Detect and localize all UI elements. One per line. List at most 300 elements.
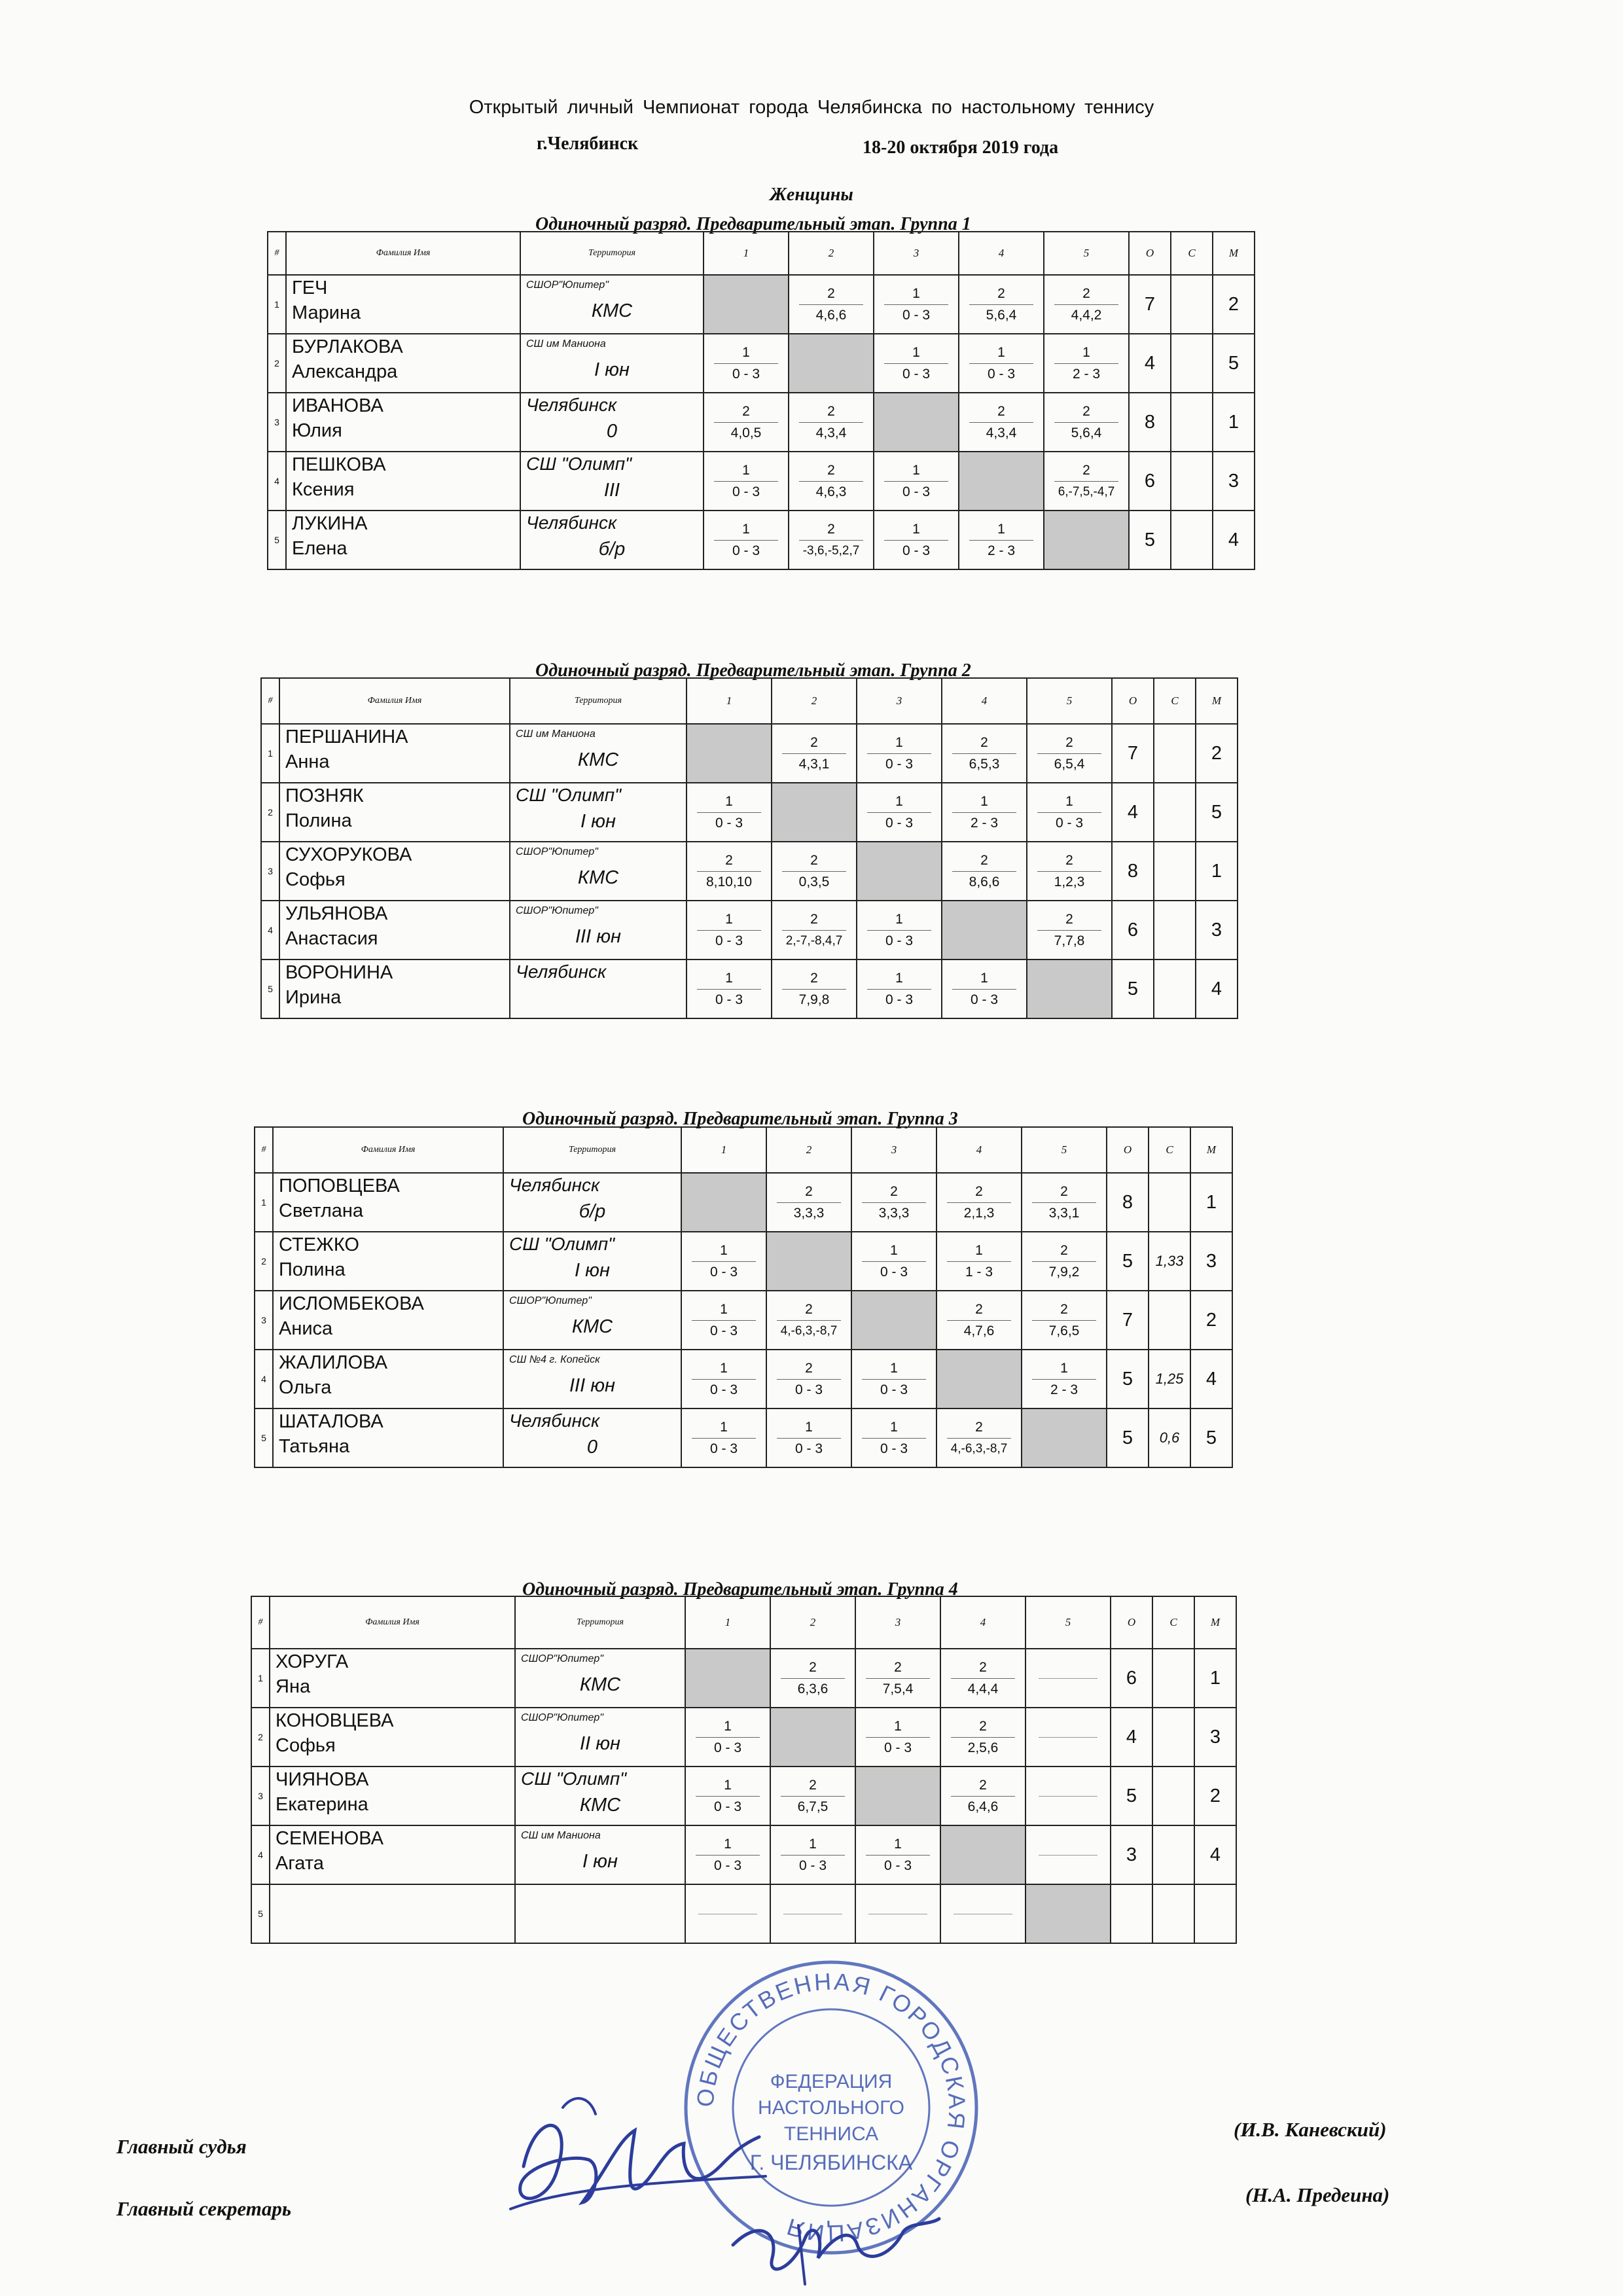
match-score-cell — [772, 724, 857, 783]
sport-rank: б/р — [598, 539, 626, 560]
score-divider — [947, 1320, 1010, 1321]
game-scores: 0 - 3 — [902, 543, 931, 558]
col-opponent-header: 1 — [681, 1127, 766, 1173]
score-divider — [947, 1438, 1010, 1439]
match-score-cell — [1027, 724, 1112, 783]
match-points: 2 — [809, 1659, 817, 1675]
player-name-cell — [270, 1649, 515, 1708]
match-score-cell — [851, 1408, 936, 1467]
club-name: Челябинск — [516, 961, 607, 982]
match-points: 1 — [980, 793, 988, 809]
total-points: 4 — [1129, 334, 1171, 393]
place: 4 — [1190, 1350, 1232, 1408]
total-points: 3 — [1111, 1825, 1152, 1884]
match-score-cell — [789, 452, 874, 511]
game-scores: 0 - 3 — [987, 366, 1016, 382]
score-divider — [1054, 481, 1118, 482]
game-scores: 0 - 3 — [885, 933, 914, 948]
player-name-cell — [270, 1767, 515, 1825]
game-scores: 3,3,3 — [793, 1205, 825, 1221]
match-points: 2 — [827, 403, 835, 419]
game-scores: 0 - 3 — [880, 1441, 908, 1456]
coefficient: 1,25 — [1149, 1350, 1190, 1408]
match-points: 1 — [725, 911, 733, 927]
score-divider — [692, 1379, 755, 1380]
score-divider — [952, 812, 1016, 813]
game-scores: 7,9,8 — [798, 992, 830, 1007]
match-points: 1 — [895, 911, 903, 927]
group-table — [251, 1596, 1237, 1944]
place: 2 — [1190, 1291, 1232, 1350]
total-points: 7 — [1112, 724, 1154, 783]
player-row — [251, 1767, 1236, 1825]
match-points: 1 — [1065, 793, 1073, 809]
match-score-cell — [704, 334, 789, 393]
col-name-header: Фамилия Имя — [279, 678, 510, 724]
player-row — [251, 1825, 1236, 1884]
player-surname: ПЕШКОВА — [292, 454, 386, 475]
match-points: 1 — [724, 1718, 732, 1734]
match-points: 2 — [980, 852, 988, 868]
col-coef-header: С — [1152, 1596, 1194, 1649]
player-first-name: Полина — [279, 1259, 346, 1280]
game-scores: 7,5,4 — [882, 1681, 914, 1696]
game-scores: 0 - 3 — [709, 1441, 738, 1456]
game-scores: 6,5,3 — [969, 756, 1000, 772]
row-number: 4 — [268, 452, 286, 511]
score-divider — [866, 1737, 929, 1738]
place: 3 — [1194, 1708, 1236, 1767]
game-scores: 4,3,1 — [798, 756, 830, 772]
group-table — [260, 677, 1238, 1019]
player-first-name: Елена — [292, 538, 348, 559]
club-name: СШ им Маниона — [521, 1830, 601, 1841]
place: 1 — [1196, 842, 1238, 901]
match-score-cell — [942, 960, 1027, 1018]
game-scores: 8,10,10 — [705, 874, 753, 889]
match-points: 1 — [890, 1419, 898, 1435]
score-divider — [799, 540, 863, 541]
self-match-cell — [772, 783, 857, 842]
self-match-cell — [770, 1708, 855, 1767]
match-points: 2 — [975, 1183, 983, 1199]
player-surname: ВОРОНИНА — [285, 962, 393, 983]
coefficient — [1171, 334, 1213, 393]
svg-text:Г. ЧЕЛЯБИНСКА: Г. ЧЕЛЯБИНСКА — [749, 2151, 913, 2174]
row-number: 5 — [268, 511, 286, 569]
game-scores: 0 - 3 — [883, 1857, 912, 1873]
club-name: СШ "Олимп" — [516, 785, 622, 805]
match-points: 1 — [895, 734, 903, 750]
match-score-cell — [936, 1408, 1022, 1467]
match-score-cell — [770, 1825, 855, 1884]
coefficient — [1154, 783, 1196, 842]
territory-cell — [515, 1884, 685, 1943]
game-scores: 6,5,4 — [1054, 756, 1085, 772]
match-score-cell — [770, 1649, 855, 1708]
territory-cell — [510, 842, 687, 901]
col-opponent-header: 5 — [1044, 232, 1129, 275]
match-points: 2 — [997, 403, 1005, 419]
self-match-cell — [704, 275, 789, 334]
score-divider — [951, 1678, 1014, 1679]
sport-rank: 0 — [606, 421, 618, 442]
empty-score-cell — [1026, 1825, 1111, 1884]
score-divider — [969, 422, 1033, 423]
match-score-cell — [1022, 1232, 1107, 1291]
coefficient — [1154, 960, 1196, 1018]
svg-text:ОБЩЕСТВЕННАЯ ГОРОДСКАЯ ОРГАНИЗ: ОБЩЕСТВЕННАЯ ГОРОДСКАЯ ОРГАНИЗАЦИЯ — [691, 1967, 971, 2248]
match-score-cell — [940, 1708, 1026, 1767]
match-score-cell — [681, 1408, 766, 1467]
coefficient — [1171, 275, 1213, 334]
club-name: СШ "Олимп" — [509, 1234, 615, 1254]
match-points: 2 — [810, 911, 818, 927]
territory-cell — [503, 1232, 681, 1291]
score-divider — [782, 989, 846, 990]
match-points: 1 — [720, 1419, 728, 1435]
row-number: 4 — [251, 1825, 270, 1884]
total-points: 7 — [1107, 1291, 1149, 1350]
match-score-cell — [687, 783, 772, 842]
row-number: 4 — [255, 1350, 273, 1408]
match-points: 2 — [979, 1777, 987, 1793]
col-points-header: О — [1112, 678, 1154, 724]
total-points: 4 — [1111, 1708, 1152, 1767]
coefficient — [1171, 452, 1213, 511]
score-divider — [799, 481, 863, 482]
col-opponent-header: 2 — [770, 1596, 855, 1649]
championship-title: Открытый личный Чемпионат города Челябинска по настольному теннису — [469, 97, 1154, 118]
club-name: СШОР"Юпитер" — [521, 1712, 603, 1723]
player-row — [261, 783, 1238, 842]
territory-cell — [503, 1291, 681, 1350]
match-score-cell — [1044, 452, 1129, 511]
game-scores: 0 - 3 — [713, 1799, 742, 1814]
match-points: 2 — [975, 1419, 983, 1435]
player-first-name: Яна — [276, 1676, 311, 1697]
player-surname: СУХОРУКОВА — [285, 844, 412, 865]
player-name-cell — [286, 393, 520, 452]
place: 5 — [1213, 334, 1255, 393]
match-points: 2 — [805, 1360, 813, 1376]
score-divider — [1039, 1855, 1097, 1856]
territory-cell — [515, 1767, 685, 1825]
self-match-cell — [789, 334, 874, 393]
match-points: 2 — [742, 403, 750, 419]
total-points: 4 — [1112, 783, 1154, 842]
territory-cell — [515, 1825, 685, 1884]
match-score-cell — [704, 452, 789, 511]
game-scores: 5,6,4 — [986, 307, 1017, 323]
player-row — [255, 1291, 1232, 1350]
score-divider — [1032, 1320, 1096, 1321]
place: 4 — [1213, 511, 1255, 569]
total-points: 5 — [1112, 960, 1154, 1018]
score-divider — [969, 304, 1033, 305]
coefficient — [1152, 1649, 1194, 1708]
col-opponent-header: 3 — [851, 1127, 936, 1173]
game-scores: 4,-6,3,-8,7 — [780, 1323, 838, 1338]
score-divider — [884, 540, 948, 541]
match-points: 1 — [720, 1360, 728, 1376]
game-scores: 0 - 3 — [902, 366, 931, 382]
match-points: 2 — [1060, 1242, 1068, 1258]
player-name-cell — [270, 1825, 515, 1884]
match-score-cell — [1044, 334, 1129, 393]
game-scores: 8,6,6 — [969, 874, 1000, 889]
match-points: 1 — [890, 1360, 898, 1376]
territory-cell — [510, 783, 687, 842]
match-points: 2 — [809, 1777, 817, 1793]
match-score-cell — [685, 1767, 770, 1825]
score-divider — [782, 930, 846, 931]
player-surname: ИСЛОМБЕКОВА — [279, 1293, 424, 1314]
game-scores: 0 - 3 — [1055, 815, 1084, 831]
game-scores: 0,3,5 — [798, 874, 830, 889]
score-divider — [697, 871, 760, 872]
match-score-cell — [874, 452, 959, 511]
score-divider — [862, 1202, 925, 1203]
total-points: 8 — [1129, 393, 1171, 452]
game-scores: 4,0,5 — [730, 425, 762, 440]
col-coef-header: С — [1154, 678, 1196, 724]
player-row — [261, 901, 1238, 960]
col-points-header: О — [1129, 232, 1171, 275]
self-match-cell — [874, 393, 959, 452]
match-points: 2 — [1065, 911, 1073, 927]
sport-rank: I юн — [580, 811, 616, 832]
player-row — [261, 960, 1238, 1018]
svg-text:ФЕДЕРАЦИЯ: ФЕДЕРАЦИЯ — [770, 2071, 893, 2092]
game-scores: 0 - 3 — [715, 933, 743, 948]
match-score-cell — [874, 511, 959, 569]
territory-cell — [510, 901, 687, 960]
match-score-cell — [766, 1173, 851, 1232]
player-name-cell — [286, 511, 520, 569]
game-scores: 0 - 3 — [713, 1740, 742, 1755]
col-opponent-header: 1 — [685, 1596, 770, 1649]
player-surname: БУРЛАКОВА — [292, 336, 403, 357]
player-row — [251, 1884, 1236, 1943]
match-points: 2 — [725, 852, 733, 868]
game-scores: 5,6,4 — [1071, 425, 1102, 440]
score-divider — [777, 1320, 840, 1321]
total-points: 7 — [1129, 275, 1171, 334]
match-points: 1 — [742, 462, 750, 478]
game-scores: 0 - 3 — [709, 1264, 738, 1280]
match-points: 1 — [997, 344, 1005, 360]
club-name: СШОР"Юпитер" — [521, 1653, 603, 1664]
territory-cell — [503, 1350, 681, 1408]
score-divider — [692, 1261, 755, 1262]
place: 2 — [1196, 724, 1238, 783]
match-score-cell — [851, 1350, 936, 1408]
game-scores: 4,7,6 — [963, 1323, 995, 1338]
col-place-header: М — [1196, 678, 1238, 724]
player-name-cell — [286, 275, 520, 334]
total-points: 6 — [1111, 1649, 1152, 1708]
match-points: 1 — [895, 970, 903, 986]
row-number: 3 — [268, 393, 286, 452]
match-points: 1 — [912, 521, 920, 537]
col-coef-header: С — [1171, 232, 1213, 275]
match-points: 1 — [720, 1242, 728, 1258]
player-row — [251, 1708, 1236, 1767]
col-territory-header: Территория — [520, 232, 704, 275]
game-scores: 0 - 3 — [885, 815, 914, 831]
game-scores: 0 - 3 — [902, 484, 931, 499]
game-scores: 0 - 3 — [715, 815, 743, 831]
player-first-name: Светлана — [279, 1200, 364, 1221]
player-surname: ПОЗНЯК — [285, 785, 364, 806]
match-score-cell — [959, 275, 1044, 334]
secretary-label: Главный секретарь — [116, 2197, 291, 2220]
empty-score-cell — [770, 1884, 855, 1943]
player-first-name: Аниса — [279, 1318, 333, 1339]
empty-score-cell — [1026, 1708, 1111, 1767]
match-score-cell — [1022, 1291, 1107, 1350]
match-points: 1 — [912, 344, 920, 360]
row-number: 1 — [251, 1649, 270, 1708]
score-divider — [696, 1737, 759, 1738]
place: 4 — [1196, 960, 1238, 1018]
row-number: 3 — [261, 842, 279, 901]
score-divider — [1037, 871, 1101, 872]
place — [1194, 1884, 1236, 1943]
col-place-header: М — [1213, 232, 1255, 275]
game-scores: 0 - 3 — [732, 484, 760, 499]
match-points: 1 — [997, 521, 1005, 537]
col-opponent-header: 4 — [940, 1596, 1026, 1649]
col-coef-header: С — [1149, 1127, 1190, 1173]
match-points: 2 — [810, 852, 818, 868]
match-score-cell — [681, 1232, 766, 1291]
player-row — [268, 393, 1255, 452]
coefficient — [1152, 1767, 1194, 1825]
score-divider — [696, 1796, 759, 1797]
match-score-cell — [1044, 275, 1129, 334]
score-divider — [782, 871, 846, 872]
coefficient: 0,6 — [1149, 1408, 1190, 1467]
score-divider — [867, 989, 931, 990]
territory-cell — [510, 960, 687, 1018]
score-divider — [867, 753, 931, 754]
col-points-header: О — [1107, 1127, 1149, 1173]
score-divider — [781, 1855, 844, 1856]
col-opponent-header: 4 — [959, 232, 1044, 275]
match-score-cell — [857, 901, 942, 960]
col-points-header: О — [1111, 1596, 1152, 1649]
match-score-cell — [770, 1767, 855, 1825]
score-divider — [1039, 1678, 1097, 1679]
match-score-cell — [687, 842, 772, 901]
player-first-name: Агата — [276, 1853, 324, 1874]
match-points: 2 — [805, 1183, 813, 1199]
score-divider — [1037, 812, 1101, 813]
match-points: 1 — [742, 344, 750, 360]
col-opponent-header: 1 — [704, 232, 789, 275]
coefficient — [1149, 1173, 1190, 1232]
score-divider — [866, 1678, 929, 1679]
row-number: 4 — [261, 901, 279, 960]
score-divider — [867, 812, 931, 813]
self-match-cell — [857, 842, 942, 901]
score-divider — [714, 422, 777, 423]
score-divider — [884, 304, 948, 305]
score-divider — [781, 1678, 844, 1679]
col-place-header: М — [1194, 1596, 1236, 1649]
self-match-cell — [687, 724, 772, 783]
self-match-cell — [1022, 1408, 1107, 1467]
match-points: 2 — [1082, 403, 1090, 419]
match-score-cell — [936, 1232, 1022, 1291]
game-scores: 1 - 3 — [965, 1264, 993, 1280]
match-points: 2 — [890, 1183, 898, 1199]
self-match-cell — [1027, 960, 1112, 1018]
player-name-cell — [273, 1408, 503, 1467]
coefficient — [1171, 393, 1213, 452]
game-scores: 0 - 3 — [880, 1264, 908, 1280]
score-divider — [697, 930, 760, 931]
match-score-cell — [855, 1825, 940, 1884]
match-points: 2 — [810, 734, 818, 750]
match-score-cell — [1027, 783, 1112, 842]
match-score-cell — [766, 1350, 851, 1408]
player-first-name: Александра — [292, 361, 398, 382]
territory-cell — [503, 1173, 681, 1232]
player-first-name: Татьяна — [279, 1436, 350, 1457]
game-scores: 0 - 3 — [970, 992, 999, 1007]
empty-score-cell — [940, 1884, 1026, 1943]
player-first-name: Марина — [292, 302, 361, 323]
score-divider — [1032, 1379, 1096, 1380]
secretary-signature — [720, 2206, 949, 2291]
game-scores: 0 - 3 — [794, 1441, 823, 1456]
match-score-cell — [874, 334, 959, 393]
match-score-cell — [857, 783, 942, 842]
sport-rank: II юн — [580, 1733, 620, 1754]
self-match-cell — [1044, 511, 1129, 569]
total-points: 6 — [1112, 901, 1154, 960]
match-score-cell — [1022, 1173, 1107, 1232]
player-name-cell — [273, 1173, 503, 1232]
coefficient — [1154, 842, 1196, 901]
player-first-name: Юлия — [292, 420, 342, 441]
score-divider — [862, 1438, 925, 1439]
game-scores: 0 - 3 — [902, 307, 931, 323]
game-scores: 2,5,6 — [967, 1740, 999, 1755]
match-score-cell — [959, 393, 1044, 452]
col-name-header: Фамилия Имя — [273, 1127, 503, 1173]
match-points: 1 — [742, 521, 750, 537]
col-territory-header: Территория — [515, 1596, 685, 1649]
col-territory-header: Территория — [510, 678, 687, 724]
score-divider — [866, 1855, 929, 1856]
player-row — [268, 452, 1255, 511]
col-num-header: # — [251, 1596, 270, 1649]
game-scores: 0 - 3 — [709, 1382, 738, 1397]
place: 1 — [1213, 393, 1255, 452]
col-opponent-header: 2 — [772, 678, 857, 724]
coefficient — [1171, 511, 1213, 569]
game-scores: 4,4,4 — [967, 1681, 999, 1696]
game-scores: 0 - 3 — [880, 1382, 908, 1397]
coefficient — [1152, 1884, 1194, 1943]
event-dates: 18-20 октября 2019 года — [863, 137, 1059, 158]
player-surname: ЛУКИНА — [292, 513, 368, 534]
match-points: 1 — [975, 1242, 983, 1258]
